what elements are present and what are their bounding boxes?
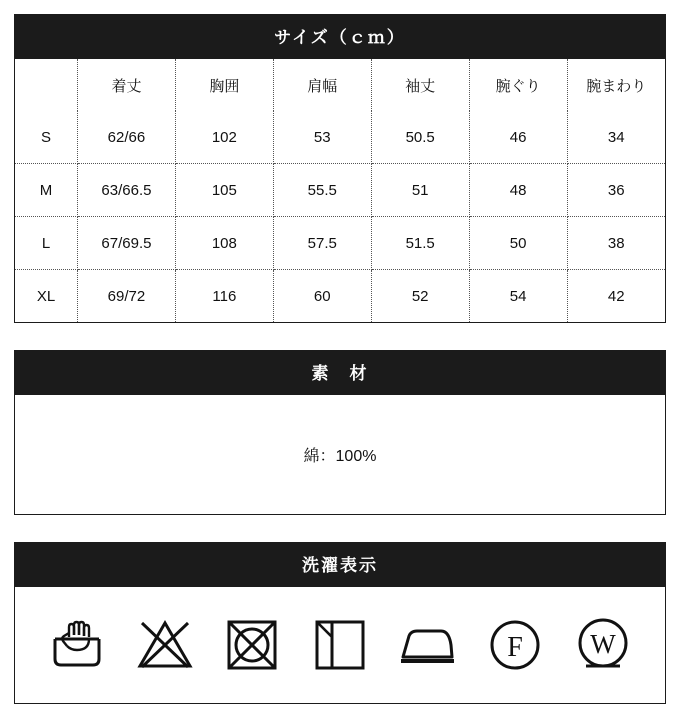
- size-table-panel: [14, 14, 666, 323]
- cell-l-kyoui: 108: [175, 217, 273, 270]
- column-header-uderguri: 腕ぐり: [469, 59, 567, 111]
- column-header-kyoui: 胸囲: [175, 59, 273, 111]
- care-title: 洗濯表示: [15, 543, 665, 587]
- cell-s-sodetake: 50.5: [371, 111, 469, 164]
- cell-l-katahaba: 57.5: [273, 217, 371, 270]
- table-row: [15, 111, 665, 164]
- svg-text:F: F: [507, 632, 524, 663]
- table-row: [15, 164, 665, 217]
- table-row: [15, 270, 665, 323]
- cell-xl-kyoui: 116: [175, 270, 273, 323]
- size-column-header: [15, 59, 78, 111]
- cell-s-udemawari: 34: [567, 111, 665, 164]
- cell-xl-sodetake: 52: [371, 270, 469, 323]
- cell-m-katahaba: 55.5: [273, 164, 371, 217]
- column-header-udemawari: 腕まわり: [586, 77, 647, 95]
- cell-m-sodetake: 51: [371, 164, 469, 217]
- cell-s-uderguri: 46: [469, 111, 567, 164]
- material-text: 綿：100%: [303, 448, 377, 465]
- cell-l-kitake: 67/69.5: [78, 217, 176, 270]
- size-table-head: [15, 59, 665, 111]
- material-body: [15, 395, 665, 514]
- row-header-size-s: S: [15, 111, 78, 164]
- column-header-sodetake: 袖丈: [371, 59, 469, 111]
- cell-s-katahaba: 53: [273, 111, 371, 164]
- cell-l-udemawari: 38: [567, 217, 665, 270]
- dry-clean-f-icon: [484, 614, 546, 676]
- care-icons-row: [15, 587, 665, 703]
- wet-clean-w-icon: [572, 614, 634, 676]
- material-title: 素 材: [15, 351, 665, 395]
- iron-icon: [397, 614, 459, 676]
- table-header-row: [15, 59, 665, 111]
- cell-xl-uderguri: 54: [469, 270, 567, 323]
- no-bleach-icon: [134, 614, 196, 676]
- column-header-katahaba: 肩幅: [273, 59, 371, 111]
- cell-m-kitake: 63/66.5: [78, 164, 176, 217]
- cell-xl-udemawari: 42: [607, 287, 625, 305]
- column-header-kitake: 着丈: [78, 59, 176, 111]
- row-header-size-m: M: [15, 164, 78, 217]
- cell-xl-katahaba: 60: [273, 270, 371, 323]
- cell-s-kitake: 62/66: [78, 111, 176, 164]
- svg-text:W: W: [590, 629, 616, 659]
- cell-xl-kitake: 69/72: [78, 270, 176, 323]
- cell-m-kyoui: 105: [175, 164, 273, 217]
- size-table-body: [15, 111, 665, 322]
- cell-m-udemawari: 36: [567, 164, 665, 217]
- line-dry-icon: [309, 614, 371, 676]
- hand-wash-icon: [46, 614, 108, 676]
- cell-s-kyoui: 102: [175, 111, 273, 164]
- material-panel: [14, 350, 666, 515]
- cell-l-uderguri: 50: [469, 217, 567, 270]
- table-row: [15, 217, 665, 270]
- cell-m-uderguri: 48: [469, 164, 567, 217]
- row-header-size-xl: XL: [15, 270, 78, 323]
- size-table-title: サイズ（ｃｍ）: [15, 15, 665, 59]
- no-tumble-dry-icon: [221, 614, 283, 676]
- row-header-size-l: L: [15, 217, 78, 270]
- size-table: [15, 59, 665, 322]
- cell-l-sodetake: 51.5: [371, 217, 469, 270]
